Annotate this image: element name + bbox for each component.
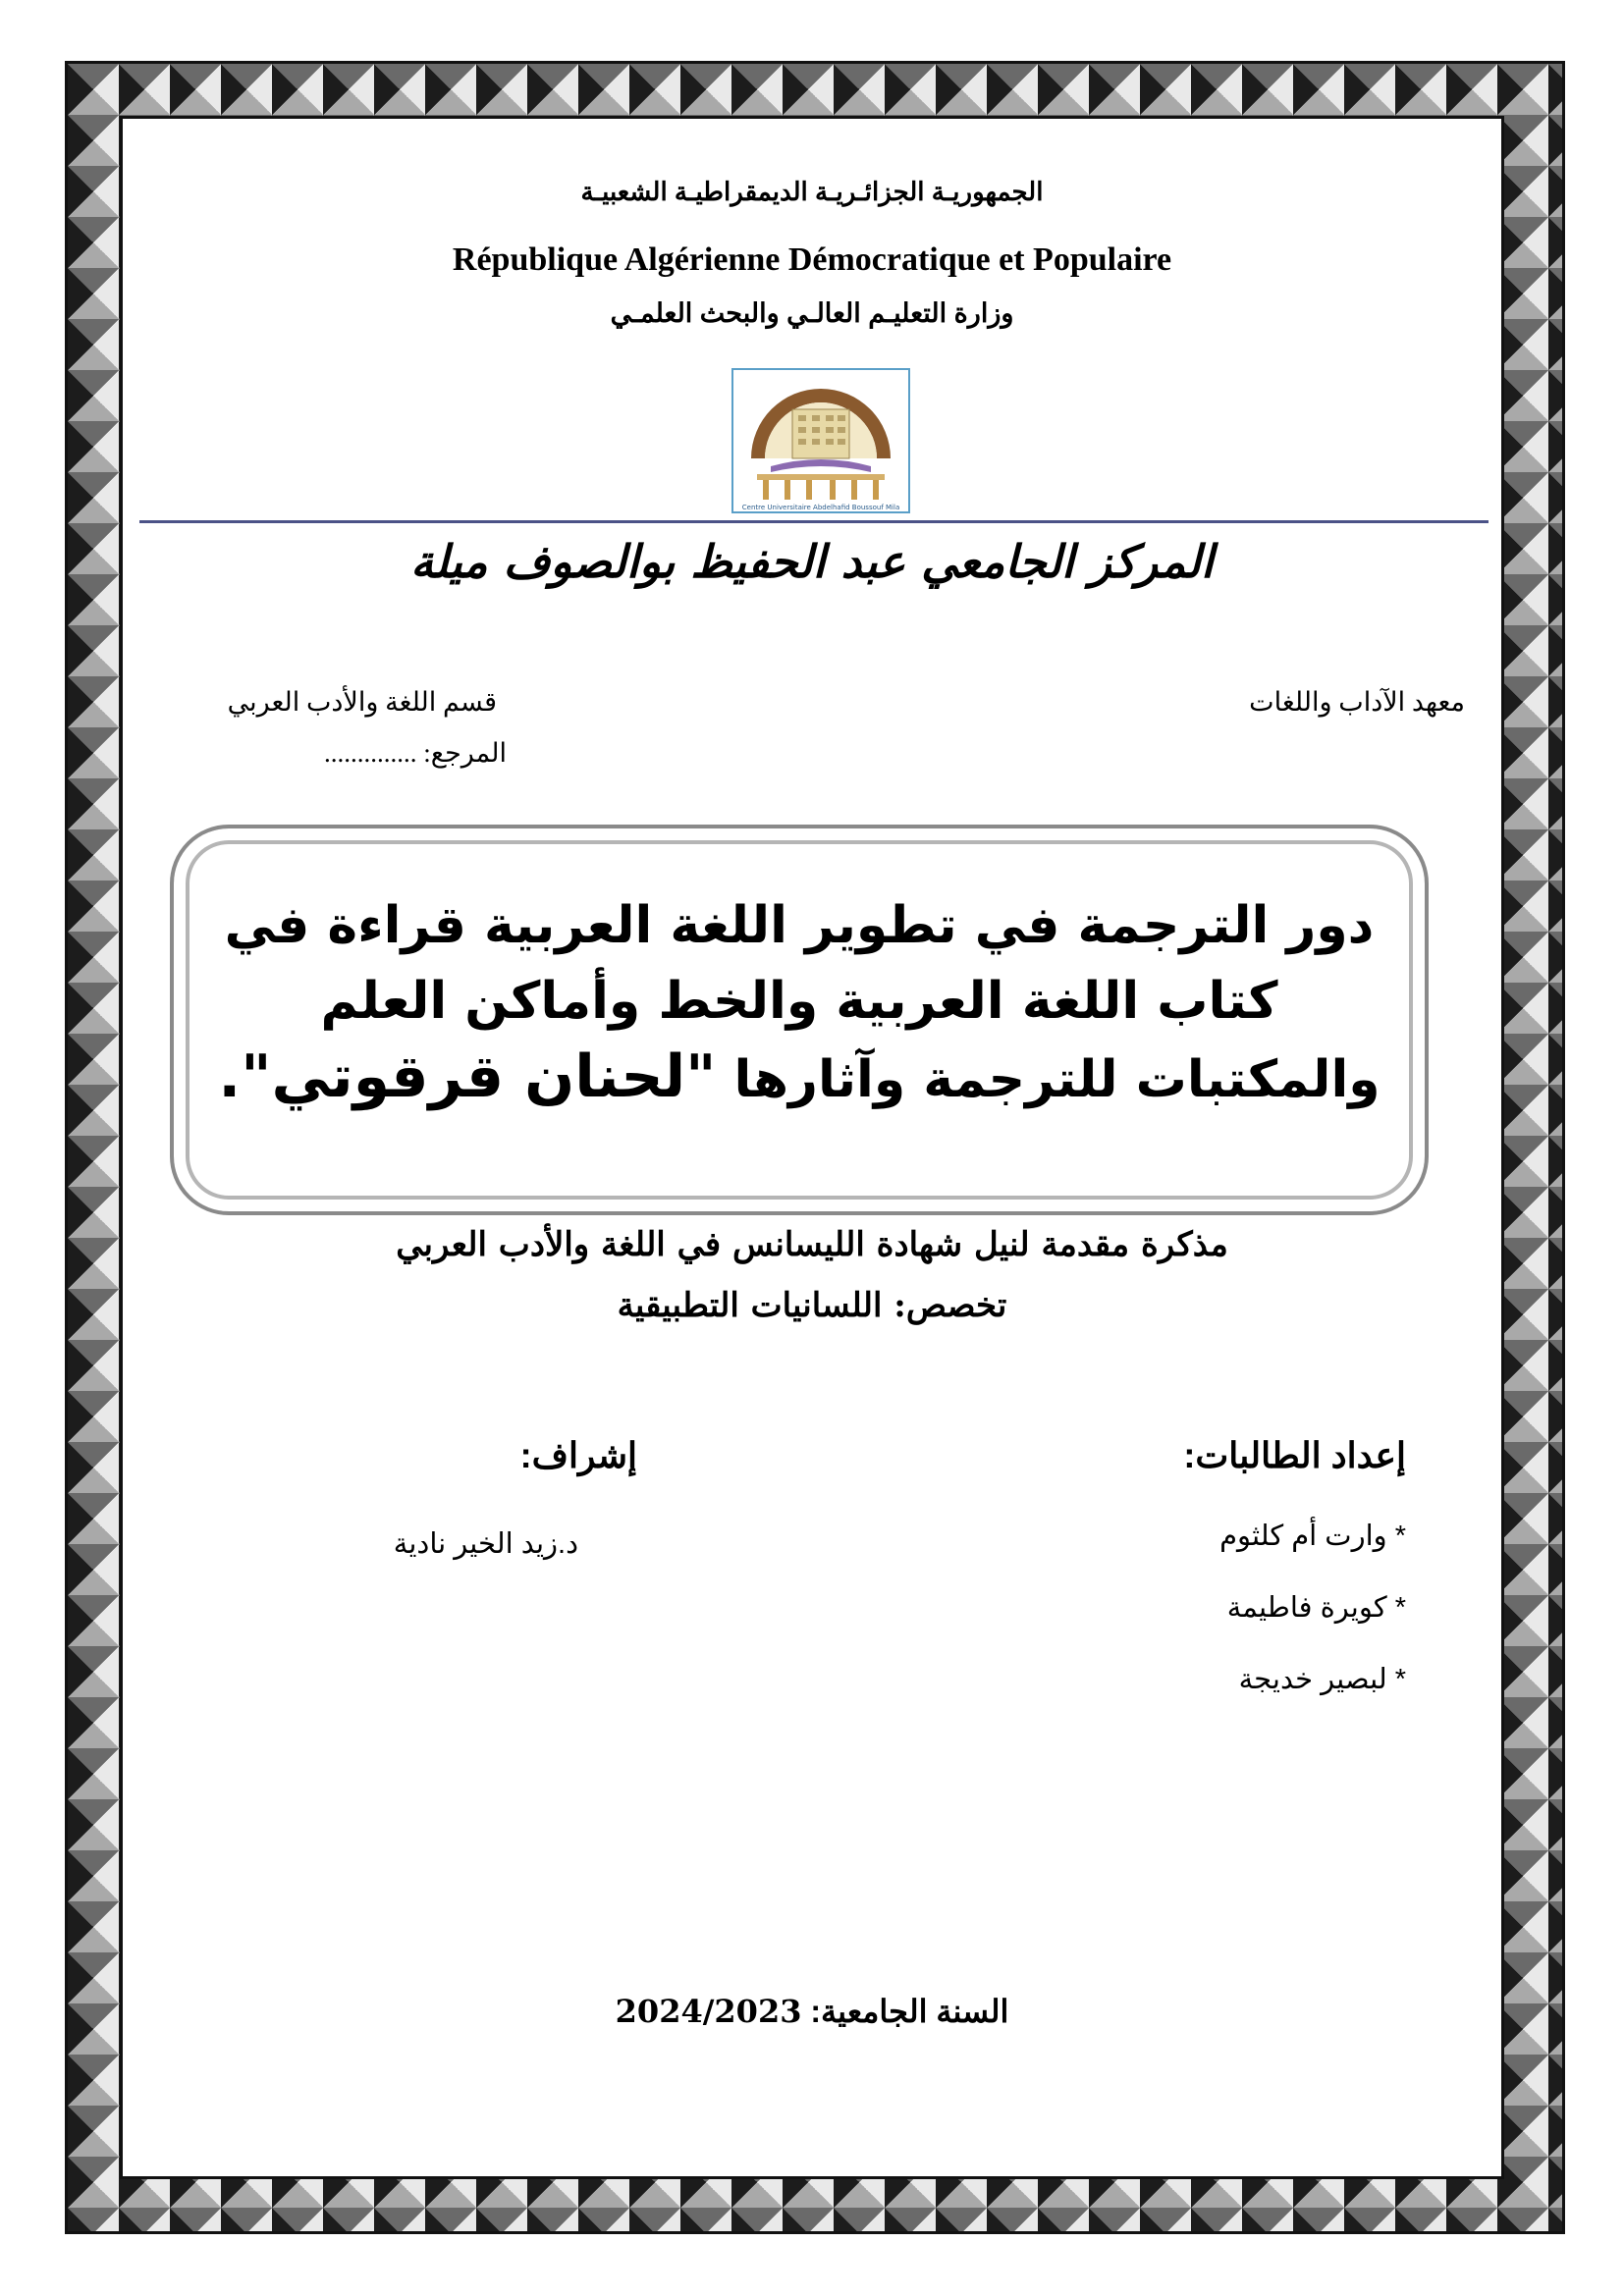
- title-author-quote: "لحنان قرقوتي".: [218, 1042, 717, 1111]
- student-name: * لبصير خديجة: [1238, 1664, 1406, 1695]
- academic-year: [0, 1993, 1624, 2030]
- students-heading: إعداد الطالبات:: [1183, 1435, 1406, 1475]
- institute-name: معهد الآداب واللغات: [1249, 687, 1465, 717]
- title-line-3-text: والمكتبات للترجمة وآثارها: [716, 1050, 1380, 1109]
- logo-caption: Centre Universitaire Abdelhafid Boussouf Mila: [741, 504, 900, 511]
- memo-purpose: مذكرة مقدمة لنيل شهادة الليسانس في اللغة والأدب العربي: [396, 1225, 1228, 1264]
- reference-field: المرجع: ..............: [323, 738, 507, 768]
- supervisor-name: د.زيد الخير نادية: [393, 1528, 578, 1560]
- title-line-2: كتاب اللغة العربية والخط وأماكن العلم: [320, 972, 1278, 1031]
- academic-year-label: السنة الجامعية:: [801, 1994, 1009, 2029]
- memo-title: [196, 888, 1402, 1118]
- specialty: تخصص: اللسانيات التطبيقية: [617, 1286, 1007, 1325]
- supervision-heading: إشراف:: [519, 1435, 637, 1475]
- republic-name-arabic: الجمهوريـة الجزائـريـة الديمقراطيـة الشعبيـة: [580, 177, 1044, 206]
- header-divider: [139, 520, 1489, 523]
- title-line-3: [196, 1040, 1402, 1118]
- university-name: المركز الجامعي عبد الحفيظ بوالصوف ميلة: [410, 535, 1214, 588]
- ministry-name: وزارة التعليـم العالـي والبحث العلمـي: [610, 298, 1014, 328]
- academic-year-value: 2024/2023: [615, 1993, 802, 2030]
- department-name: قسم اللغة والأدب العربي: [227, 687, 497, 717]
- university-logo: [731, 368, 910, 513]
- republic-name-french: République Algérienne Démocratique et Populaire: [452, 241, 1172, 278]
- title-line-1: دور الترجمة في تطوير اللغة العربية قراءة في: [224, 896, 1375, 955]
- student-name: * وارت أم كلثوم: [1219, 1521, 1406, 1552]
- student-name: * كويرة فاطيمة: [1226, 1592, 1406, 1624]
